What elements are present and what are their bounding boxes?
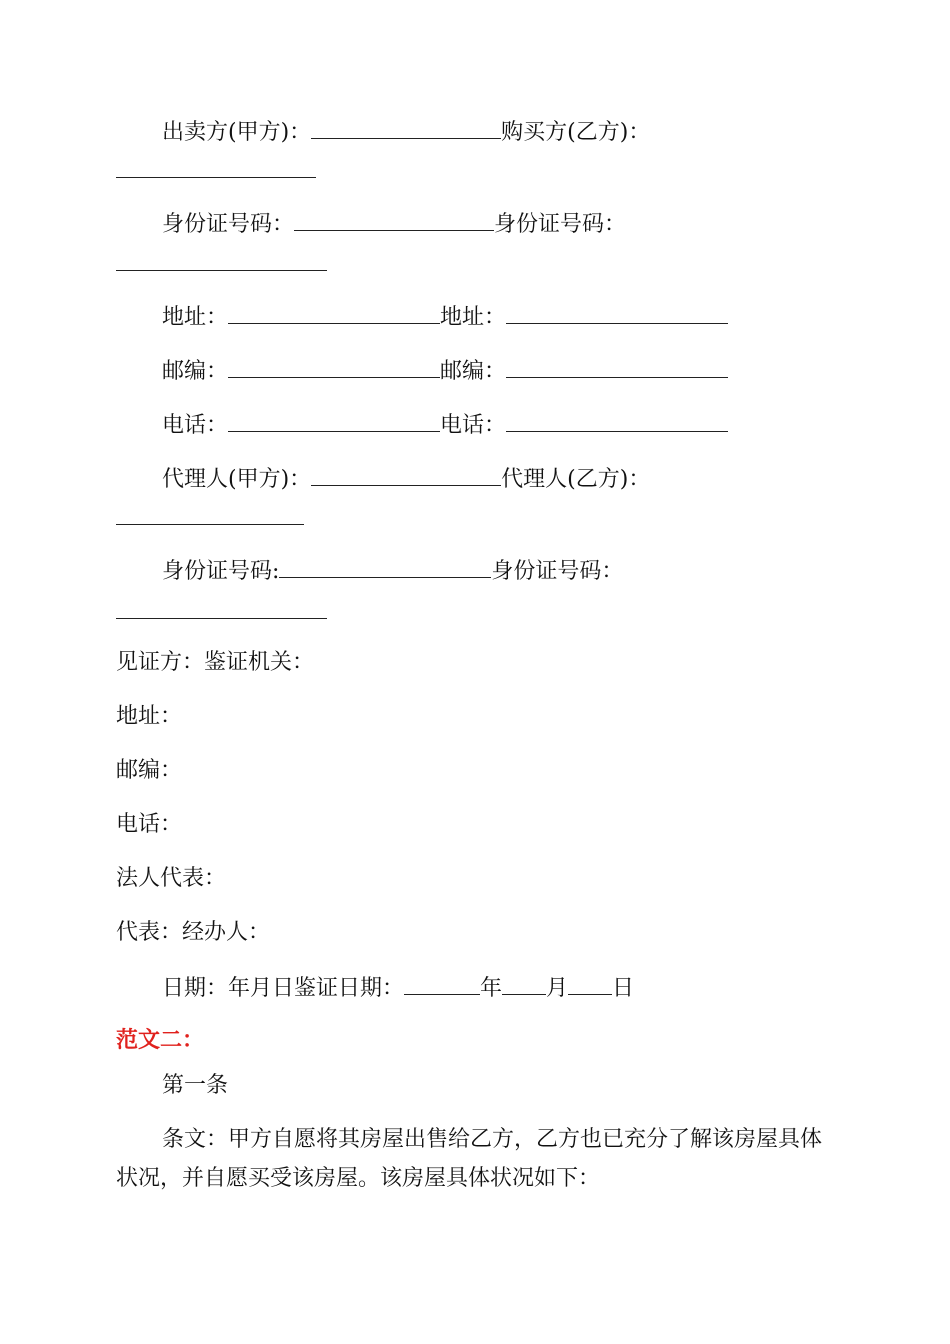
representative-handler: 代表：经办人： [116,920,271,945]
year-label: 年 [480,976,503,1001]
witness-postcode: 邮编： [116,758,183,783]
date-prefix: 日期：年月日鉴证日期： [162,976,405,1001]
agent-b-id-label: 身份证号码： [491,559,624,584]
buyer-blank-row [116,155,316,187]
article-text-line-2: 状况，并自愿买受该房屋。该房屋具体状况如下： [116,1166,601,1191]
postcode-row [162,355,728,387]
buyer-id-blank[interactable] [116,248,327,271]
seller-address-label: 地址： [162,305,229,330]
seller-label: 出卖方(甲方)： [162,120,312,145]
buyer-address-blank[interactable] [506,301,728,324]
agent-b-id-blank-row [116,596,327,628]
seller-postcode-label: 邮编： [162,359,229,384]
witness-address: 地址： [116,704,183,729]
day-label: 日 [612,976,635,1001]
article-text-line-1: 条文：甲方自愿将其房屋出售给乙方，乙方也已充分了解该房屋具体 [162,1127,823,1152]
date-row [162,972,634,1004]
sample-two-heading: 范文二： [116,1028,205,1053]
buyer-postcode-label: 邮编： [440,359,507,384]
agent-a-blank[interactable] [311,463,501,486]
buyer-id-blank-row [116,248,327,280]
witness-phone: 电话： [116,812,183,837]
month-blank[interactable] [502,972,546,995]
agent-id-row [162,555,623,587]
agent-b-id-blank[interactable] [116,596,327,619]
buyer-address-label: 地址： [440,305,507,330]
seller-address-blank[interactable] [228,301,440,324]
legal-representative: 法人代表： [116,866,227,891]
buyer-phone-label: 电话： [440,413,507,438]
seller-phone-label: 电话： [162,413,229,438]
id-row [162,208,626,240]
agent-b-blank-row [116,502,304,534]
address-row [162,301,728,333]
month-label: 月 [546,976,569,1001]
year-blank[interactable] [404,972,480,995]
article-title: 第一条 [162,1073,229,1098]
agent-b-label: 代理人(乙方)： [501,467,651,492]
buyer-id-label: 身份证号码： [494,212,627,237]
seller-phone-blank[interactable] [228,409,440,432]
witness-label: 见证方：鉴证机关： [116,650,315,675]
seller-id-label: 身份证号码： [162,212,295,237]
seller-buyer-row [162,116,650,148]
seller-postcode-blank[interactable] [228,355,440,378]
phone-row [162,409,728,441]
buyer-blank[interactable] [116,155,316,178]
buyer-label: 购买方(乙方)： [501,120,651,145]
seller-blank[interactable] [311,116,501,139]
agent-row [162,463,650,495]
agent-b-blank[interactable] [116,502,304,525]
seller-id-blank[interactable] [294,208,494,231]
agent-a-label: 代理人(甲方)： [162,467,312,492]
day-blank[interactable] [568,972,612,995]
buyer-postcode-blank[interactable] [506,355,728,378]
agent-a-id-blank[interactable] [279,555,491,578]
agent-a-id-label: 身份证号码: [162,559,280,584]
buyer-phone-blank[interactable] [506,409,728,432]
